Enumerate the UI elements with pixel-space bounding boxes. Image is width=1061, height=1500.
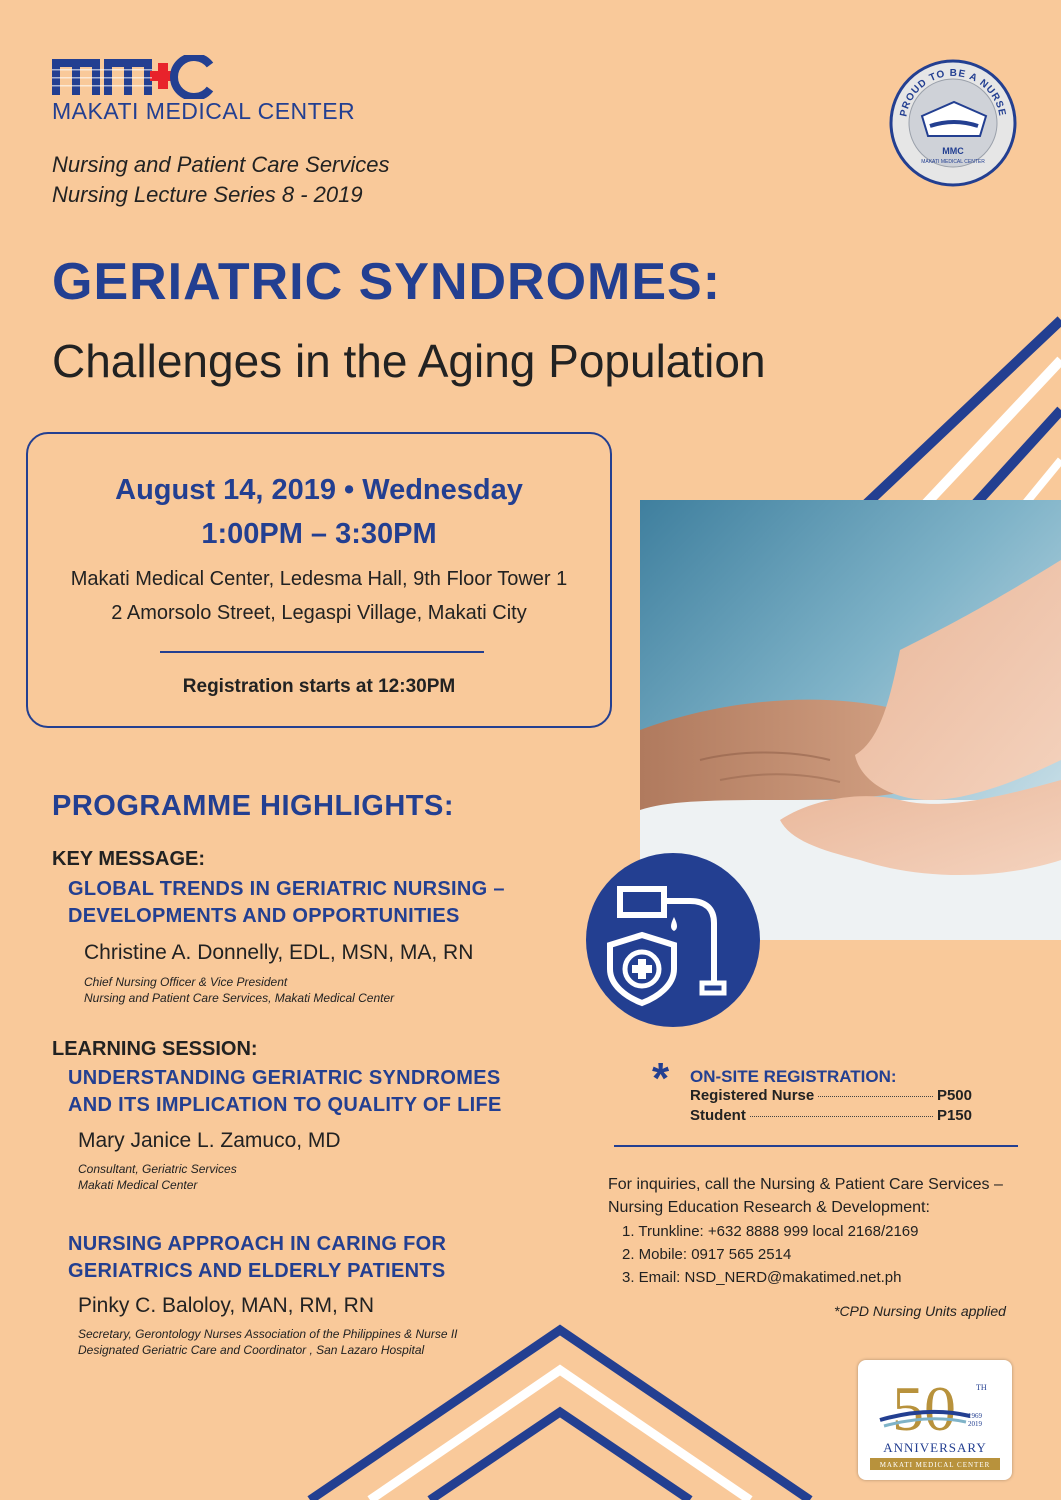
key-speaker-role [84,974,394,1006]
event-date: August 14, 2019 • Wednesday [115,474,523,506]
onsite-registration-heading: ON-SITE REGISTRATION: [690,1067,897,1086]
role-line: Chief Nursing Officer & Vice President [84,975,288,989]
role-line: Consultant, Geriatric Services [78,1162,237,1176]
fee-price: P500 [936,1087,972,1104]
registration-time: Registration starts at 12:30PM [182,676,456,697]
department-lines [52,150,390,210]
talk-title-line: NURSING APPROACH IN CARING FOR [68,1233,447,1255]
hand-sanitizer-shield-icon [586,853,760,1027]
role-line: Designated Geriatric Care and Coordinator , San Lazaro Hospital [78,1343,425,1357]
mobile-item: 2. Mobile: 0917 565 2514 [622,1246,792,1263]
role-line: Secretary, Gerontology Nurses Association of the Philippines & Nurse II [78,1327,458,1341]
svg-text:MAKATI MEDICAL CENTER: MAKATI MEDICAL CENTER [921,159,985,165]
inquiries-line: For inquiries, call the Nursing & Patient Care Services – [608,1176,1003,1193]
svg-text:2019: 2019 [968,1420,982,1428]
talk-title-line: GLOBAL TRENDS IN GERIATRIC NURSING – [68,878,505,900]
inquiries-line: Nursing Education Research & Development: [608,1199,930,1216]
nursing-talk-title [68,1231,446,1285]
page-subtitle: Challenges in the Aging Population [52,335,766,387]
fee-label: Registered Nurse [690,1087,815,1104]
decorative-bottom-chevrons [300,1320,820,1500]
trunkline-item: 1. Trunkline: +632 8888 999 local 2168/2169 [622,1223,919,1240]
org-name: MAKATI MEDICAL CENTER [52,98,356,124]
talk-title-line: GERIATRICS AND ELDERLY PATIENTS [68,1260,446,1282]
fee-row-student [690,1107,972,1124]
anniversary-word: ANNIVERSARY [883,1440,987,1455]
lecture-series-line: Nursing Lecture Series 8 - 2019 [52,182,363,207]
svg-text:MAKATI MEDICAL CENTER: MAKATI MEDICAL CENTER [879,1461,991,1469]
anniversary-number: 50 [892,1373,956,1444]
divider [614,1145,1018,1147]
role-line: Makati Medical Center [78,1178,198,1192]
talk-title-line: DEVELOPMENTS AND OPPORTUNITIES [68,905,460,927]
key-message-label: KEY MESSAGE: [52,848,205,870]
fee-price: P150 [936,1107,972,1124]
svg-text:TH: TH [976,1383,987,1392]
learning-talk-title [68,1065,502,1119]
anniversary-logo [858,1360,1012,1480]
page-title: GERIATRIC SYNDROMES: [52,253,722,311]
dot-leader [818,1096,933,1097]
role-line: Nursing and Patient Care Services, Makati Medical Center [84,991,395,1005]
learning-session-label: LEARNING SESSION: [52,1038,258,1060]
asterisk-mark: * [652,1054,670,1103]
fee-row-nurse [690,1087,972,1104]
proud-to-be-a-nurse-badge [888,58,1018,188]
cpd-note: *CPD Nursing Units applied [834,1303,1006,1319]
programme-heading: PROGRAMME HIGHLIGHTS: [52,790,454,822]
key-talk-title [68,876,505,930]
divider [160,651,484,653]
learning-speaker: Mary Janice L. Zamuco, MD [78,1129,341,1152]
mmc-logo [52,55,214,99]
address-line: 2 Amorsolo Street, Legaspi Village, Makati City [111,602,527,624]
event-time: 1:00PM – 3:30PM [201,518,437,550]
fee-label: Student [690,1107,746,1124]
badge-arc-text: PROUD TO BE A NURSE [898,67,1008,118]
department-line: Nursing and Patient Care Services [52,152,390,177]
venue-line: Makati Medical Center, Ledesma Hall, 9th Floor Tower 1 [70,568,568,590]
learning-speaker-role [78,1161,237,1193]
email-item: 3. Email: NSD_NERD@makatimed.net.ph [622,1269,902,1286]
talk-title-line: AND ITS IMPLICATION TO QUALITY OF LIFE [68,1094,502,1116]
talk-title-line: UNDERSTANDING GERIATRIC SYNDROMES [68,1067,501,1089]
nursing-speaker: Pinky C. Baloloy, MAN, RM, RN [78,1294,374,1317]
key-speaker: Christine A. Donnelly, EDL, MSN, MA, RN [84,941,474,964]
svg-text:1969: 1969 [968,1412,982,1420]
dot-leader [750,1116,933,1117]
svg-text:MMC: MMC [942,146,964,156]
